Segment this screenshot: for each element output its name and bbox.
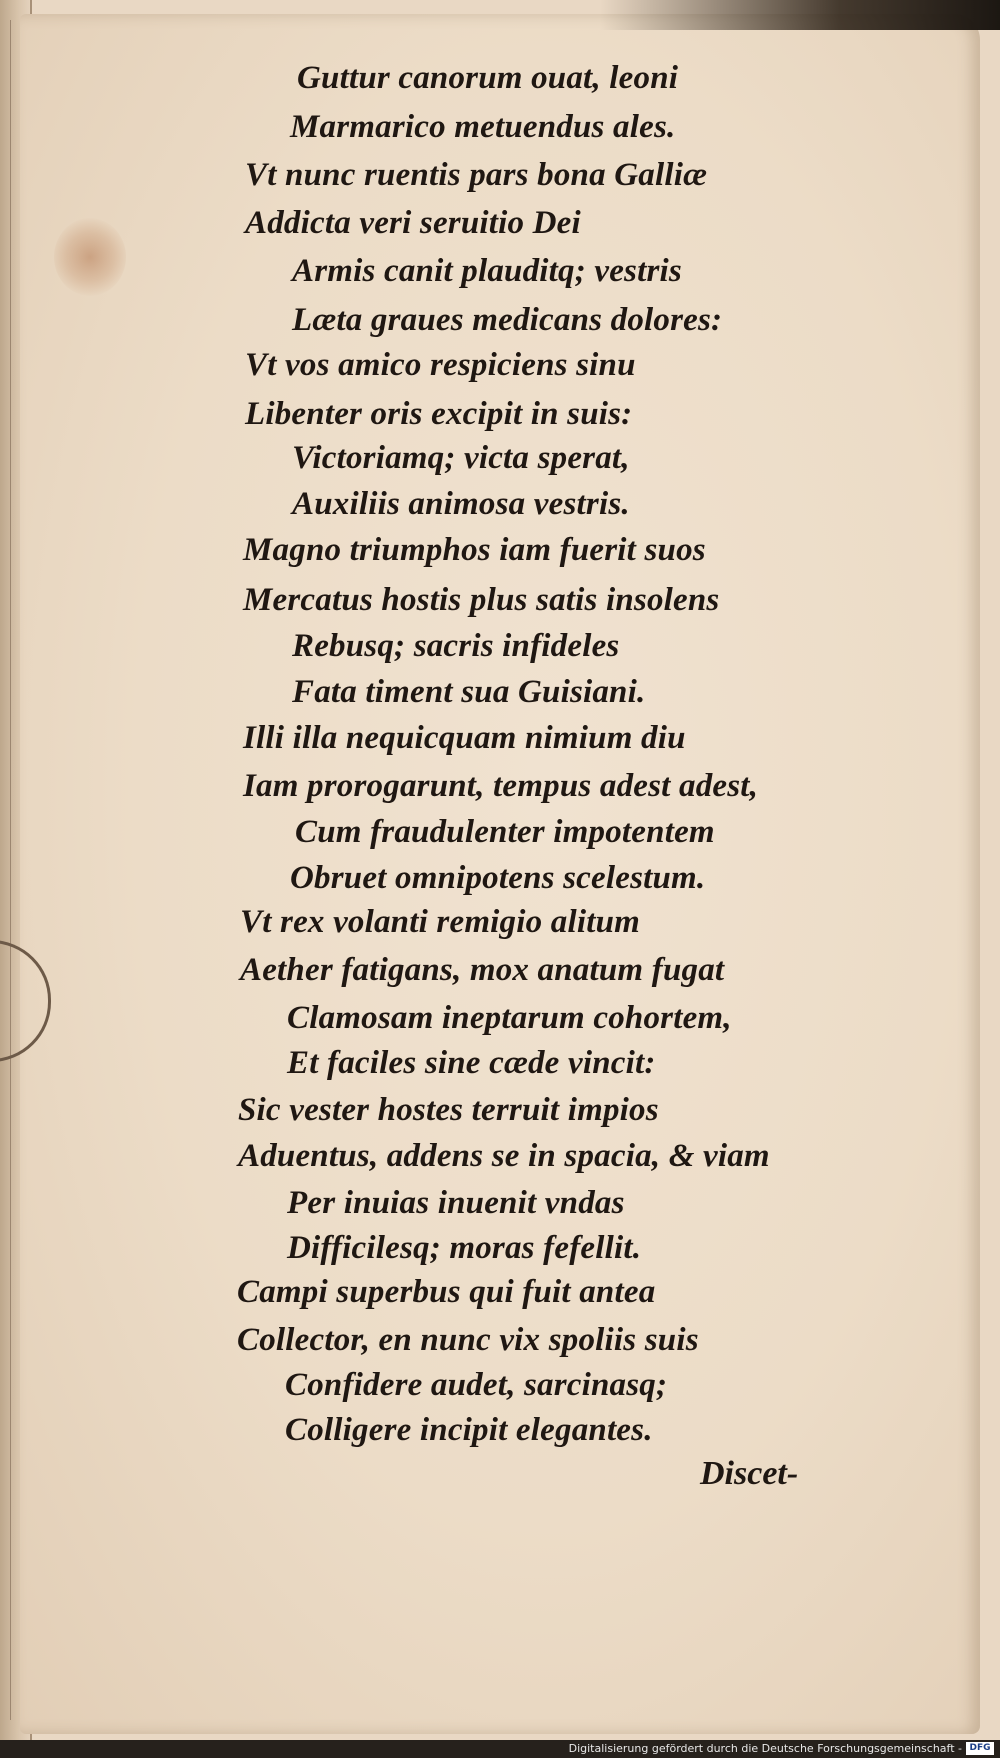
poem-line: Per inuias inuenit vndas (287, 1185, 625, 1221)
poem-line: Cum fraudulenter impotentem (295, 814, 715, 850)
poem-line: Sic vester hostes terruit impios (238, 1092, 659, 1128)
poem-line: Illi illa nequicquam nimium diu (243, 720, 686, 756)
poem-line: Auxiliis animosa vestris. (292, 486, 630, 522)
poem-line: Mercatus hostis plus satis insolens (243, 582, 720, 618)
poem-line: Aduentus, addens se in spacia, & viam (238, 1138, 770, 1174)
poem-line: Libenter oris excipit in suis: (245, 396, 633, 432)
poem-line: Confidere audet, sarcinasq; (285, 1367, 668, 1403)
catchword: Discet- (700, 1455, 799, 1492)
poem-line: Vt rex volanti remigio alitum (240, 904, 640, 940)
poem-line: Iam prorogarunt, tempus adest adest, (243, 768, 759, 804)
poem-line: Campi superbus qui fuit antea (237, 1274, 656, 1310)
poem-line: Aether fatigans, mox anatum fugat (240, 952, 725, 988)
poem-line: Guttur canorum ouat, leoni (297, 60, 679, 96)
poem-line: Marmarico metuendus ales. (290, 109, 676, 145)
poem-line: Armis canit plauditq; vestris (292, 253, 682, 289)
poem-line: Colligere incipit elegantes. (285, 1412, 653, 1448)
poem-line: Victoriamq; victa sperat, (292, 440, 630, 476)
poem-line: Collector, en nunc vix spoliis suis (237, 1322, 699, 1358)
poem-line: Et faciles sine cæde vincit: (287, 1045, 656, 1081)
poem-line: Obruet omnipotens scelestum. (290, 860, 706, 896)
poem-line: Addicta veri seruitio Dei (245, 205, 581, 241)
poem-line: Vt vos amico respiciens sinu (245, 347, 636, 383)
poem-line: Rebusq; sacris infideles (292, 628, 620, 664)
poem-line: Difficilesq; moras fefellit. (287, 1230, 642, 1266)
poem-line: Fata timent sua Guisiani. (292, 674, 646, 710)
poem-line: Læta graues medicans dolores: (292, 302, 723, 338)
poem-line: Clamosam ineptarum cohortem, (287, 1000, 732, 1036)
dfg-logo: DFG (966, 1742, 994, 1755)
poem-line: Magno triumphos iam fuerit suos (243, 532, 706, 568)
poem-line: Vt nunc ruentis pars bona Galliæ (245, 157, 708, 193)
footer-funding-note: Digitalisierung gefördert durch die Deutsche Forschungsgemeinschaft - (568, 1742, 962, 1755)
